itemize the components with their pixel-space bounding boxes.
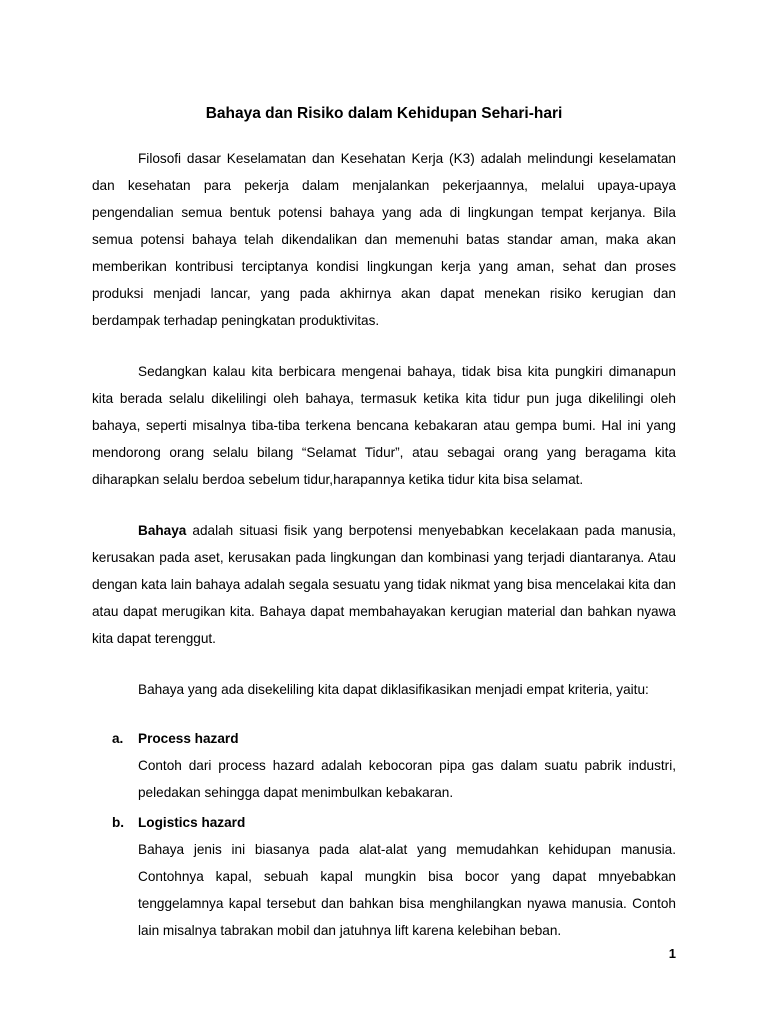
definition-term: Bahaya: [138, 523, 187, 538]
document-body: [92, 145, 676, 947]
list-item-heading: Process hazard: [138, 731, 239, 746]
paragraph-k3-philosophy: Filosofi dasar Keselamatan dan Kesehatan Kerja (K3) adalah melindungi keselamatan dan kesehatan para pekerja dalam menjalankan pekerjaannya, melalui upaya-upaya pengendalian semua bentuk potensi bahaya yang ada di lingkungan tempat kerjanya. Bila semua potensi bahaya telah dikendalikan dan memenuhi batas standar aman, maka akan memberikan kontribusi terciptanya kondisi lingkungan kerja yang aman, sehat dan proses produksi menjadi lancar, yang pada akhirnya akan dapat menekan risiko kerugian dan berdampak terhadap peningkatan produktivitas.: [92, 151, 676, 328]
list-marker: a.: [112, 731, 124, 746]
definition-text: adalah situasi fisik yang berpotensi menyebabkan kecelakaan pada manusia, kerusakan pada aset, kerusakan pada lingkungan dan kombinasi yang terjadi diantaranya. Atau dengan kata lain bahaya adalah segala sesuatu yang tidak nikmat yang bisa mencelakai kita dan atau dapat merugikan kita. Bahaya dapat membahayakan kerugian material dan bahkan nyawa kita dapat terenggut.: [92, 523, 676, 646]
paragraph-classification-intro: Bahaya yang ada disekeliling kita dapat diklasifikasikan menjadi empat kriteria, yaitu:: [138, 682, 649, 697]
hazard-list: [92, 725, 676, 944]
paragraph-danger-definition: [92, 517, 676, 652]
list-item-description: Bahaya jenis ini biasanya pada alat-alat yang memudahkan kehidupan manusia. Contohnya kapal, sebuah kapal mungkin bisa bocor yang dapat mnyebabkan tenggelamnya kapal tersebut dan bahkan bisa menghilangkan nyawa manusia. Contoh lain misalnya tabrakan mobil dan jatuhnya lift karena kelebihan beban.: [138, 842, 676, 938]
list-item-logistics-hazard: [92, 809, 676, 944]
list-item-description: Contoh dari process hazard adalah kebocoran pipa gas dalam suatu pabrik industri, peledakan sehingga dapat menimbulkan kebakaran.: [138, 758, 676, 800]
list-marker: b.: [112, 815, 125, 830]
paragraph-danger-everywhere: Sedangkan kalau kita berbicara mengenai bahaya, tidak bisa kita pungkiri dimanapun kita berada selalu dikelilingi oleh bahaya, termasuk ketika kita tidur pun juga dikelilingi oleh bahaya, seperti misalnya tiba-tiba terkena bencana kebakaran atau gempa bumi. Hal ini yang mendorong orang selalu bilang “Selamat Tidur”, atau sebagai orang yang beragama kita diharapkan selalu berdoa sebelum tidur,harapannya ketika tidur kita bisa selamat.: [92, 364, 676, 487]
list-item-process-hazard: [92, 725, 676, 806]
list-item-heading: Logistics hazard: [138, 815, 246, 830]
document-title: Bahaya dan Risiko dalam Kehidupan Sehari-hari: [205, 105, 563, 122]
page-number: 1: [668, 946, 676, 961]
